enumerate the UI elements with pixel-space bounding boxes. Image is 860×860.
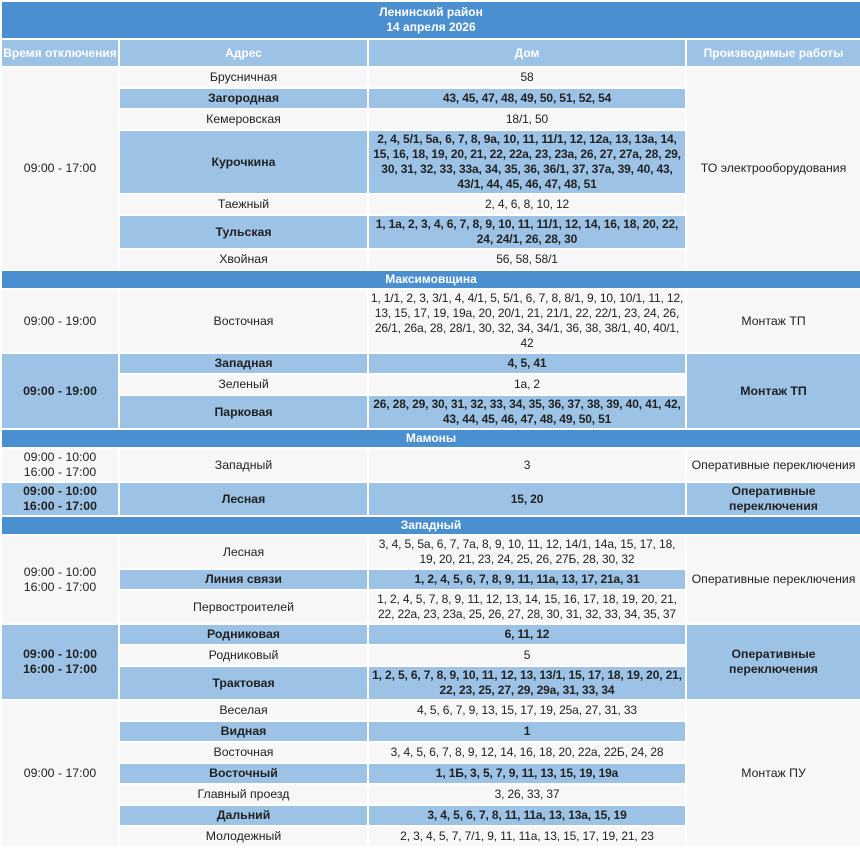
street-name: Видная [119, 721, 368, 742]
street-name: Загородная [119, 88, 368, 109]
time-range: 09:00 - 17:00 [23, 766, 97, 780]
time-range: 09:00 - 19:00 [23, 313, 97, 328]
section-row [1, 270, 860, 289]
time-range: 09:00 - 10:00 [23, 564, 97, 579]
outage-time [1, 448, 119, 482]
house-numbers: 1, 2, 4, 5, 7, 8, 9, 11, 12, 13, 14, 15, 16, 17, 18, 19, 20, 21, 22, 22а, 23, 23а, 25, 26, 27, 28, 30, 31, 32, 33, 34, 35, 37 [368, 590, 686, 624]
time-range: 09:00 - 10:00 [23, 484, 97, 498]
house-numbers: 3, 26, 33, 37 [368, 784, 686, 805]
table-row [1, 535, 860, 569]
street-name: Кемеровская [119, 109, 368, 130]
house-numbers: 1, 2, 5, 6, 7, 8, 9, 10, 11, 12, 13, 13/1, 15, 17, 18, 19, 20, 21, 22, 23, 25, 27, 29, 29а, 31, 33, 34 [368, 666, 686, 700]
outage-time [1, 535, 119, 624]
header-work: Производимые работы [686, 39, 860, 67]
table-row [1, 700, 860, 721]
table-row [1, 448, 860, 482]
time-range: 16:00 - 17:00 [23, 579, 97, 594]
house-numbers: 15, 20 [368, 482, 686, 516]
house-numbers: 2, 3, 4, 5, 7, 7/1, 9, 11, 11а, 13, 15, 17, 19, 21, 23 [368, 826, 686, 847]
outage-time [1, 482, 119, 516]
house-numbers: 26, 28, 29, 30, 31, 32, 33, 34, 35, 36, 37, 38, 39, 40, 41, 42, 43, 44, 45, 46, 47, 48, 49, 50, 51 [368, 395, 686, 429]
table-row [1, 482, 860, 516]
street-name: Линия связи [119, 569, 368, 590]
time-range: 16:00 - 17:00 [23, 499, 97, 513]
house-numbers: 3, 4, 5, 5а, 6, 7, 7а, 8, 9, 10, 11, 12, 14/1, 14а, 15, 17, 18, 19, 20, 21, 23, 24, 25, 26, 27Б, 28, 30, 32 [368, 535, 686, 569]
street-name: Таежный [119, 194, 368, 215]
date: 14 апреля 2026 [386, 20, 476, 34]
outage-time [1, 289, 119, 353]
time-range: 16:00 - 17:00 [23, 662, 97, 676]
street-name: Родниковая [119, 624, 368, 645]
house-numbers: 3 [368, 448, 686, 482]
street-name: Веселая [119, 700, 368, 721]
house-numbers: 1, 1а, 2, 3, 4, 6, 7, 8, 9, 10, 11, 11/1, 12, 14, 16, 18, 20, 22, 24, 24/1, 26, 28, 30 [368, 215, 686, 249]
street-name: Первостроителей [119, 590, 368, 624]
section-title: Максимовщина [1, 270, 860, 289]
street-name: Восточная [119, 742, 368, 763]
section-row [1, 429, 860, 448]
table-row [1, 624, 860, 645]
time-range: 09:00 - 19:00 [23, 383, 97, 398]
work-type: Оперативные переключения [686, 535, 860, 624]
house-numbers: 3, 4, 5, 6, 7, 8, 9, 12, 14, 16, 18, 20, 22а, 22Б, 24, 28 [368, 742, 686, 763]
street-name: Родниковый [119, 645, 368, 666]
house-numbers: 1, 1/1, 2, 3, 3/1, 4, 4/1, 5, 5/1, 6, 7, 8, 8/1, 9, 10, 10/1, 11, 12, 13, 15, 17, 19, 19а, 20, 20/1, 21, 21/1, 22, 22/1, 23, 24, 26, 26/1, 26а, 28, 28/1, 30, 32, 34, 34/1, 36, 38, 38/1, 40, 40/1, 42 [368, 289, 686, 353]
house-numbers: 3, 4, 5, 6, 7, 8, 11, 11а, 13, 13а, 15, 19 [368, 805, 686, 826]
street-name: Молодежный [119, 826, 368, 847]
house-numbers: 56, 58, 58/1 [368, 249, 686, 270]
street-name: Западный [119, 448, 368, 482]
table-row [1, 289, 860, 353]
section-title: Западный [1, 516, 860, 535]
house-numbers: 4, 5, 41 [368, 353, 686, 374]
work-type: Оперативные переключения [686, 624, 860, 700]
work-type: Монтаж ТП [686, 289, 860, 353]
section-title: Мамоны [1, 429, 860, 448]
time-range: 16:00 - 17:00 [23, 465, 97, 479]
header-time: Время отключения [1, 39, 119, 67]
street-name: Восточный [119, 763, 368, 784]
street-name: Курочкина [119, 130, 368, 194]
header-house: Дом [368, 39, 686, 67]
house-numbers: 2, 4, 5/1, 5а, 6, 7, 8, 9а, 10, 11, 11/1, 12, 12а, 13, 13а, 14, 15, 16, 18, 19, 20, 21, 22, 22а, 23, 23а, 26, 27, 27а, 28, 29, 30, 31, 32, 33, 33а, 34, 35, 36, 36/1, 37, 37а, 39, 40, 43, 43/1, 44, 45, 46, 47, 48, 51 [368, 130, 686, 194]
district-name: Ленинский район [379, 5, 483, 19]
street-name: Хвойная [119, 249, 368, 270]
house-numbers: 6, 11, 12 [368, 624, 686, 645]
street-name: Западная [119, 353, 368, 374]
house-numbers: 18/1, 50 [368, 109, 686, 130]
table-row [1, 67, 860, 88]
work-type: Монтаж ТП [686, 353, 860, 429]
house-numbers: 58 [368, 67, 686, 88]
work-type: Оперативные переключения [686, 448, 860, 482]
work-type: Оперативные переключения [686, 482, 860, 516]
house-numbers: 1а, 2 [368, 374, 686, 395]
outage-time [1, 700, 119, 847]
street-name: Главный проезд [119, 784, 368, 805]
house-numbers: 1, 2, 4, 5, 6, 7, 8, 9, 11, 11а, 13, 17, 21а, 31 [368, 569, 686, 590]
time-range: 09:00 - 10:00 [23, 450, 97, 464]
table-title [1, 1, 860, 39]
work-type: ТО электрооборудования [686, 67, 860, 270]
street-name: Восточная [119, 289, 368, 353]
street-name: Парковая [119, 395, 368, 429]
house-numbers: 4, 5, 6, 7, 9, 13, 15, 17, 19, 25а, 27, 31, 33 [368, 700, 686, 721]
house-numbers: 5 [368, 645, 686, 666]
header-address: Адрес [119, 39, 368, 67]
house-numbers: 1 [368, 721, 686, 742]
street-name: Дальний [119, 805, 368, 826]
house-numbers: 1, 1Б, 3, 5, 7, 9, 11, 13, 15, 19, 19а [368, 763, 686, 784]
house-numbers: 2, 4, 6, 8, 10, 12 [368, 194, 686, 215]
house-numbers: 43, 45, 47, 48, 49, 50, 51, 52, 54 [368, 88, 686, 109]
street-name: Лесная [119, 482, 368, 516]
section-row [1, 516, 860, 535]
table-row [1, 353, 860, 374]
time-range: 09:00 - 17:00 [23, 161, 97, 175]
street-name: Зеленый [119, 374, 368, 395]
outage-time [1, 353, 119, 429]
street-name: Трактовая [119, 666, 368, 700]
street-name: Тульская [119, 215, 368, 249]
time-range: 09:00 - 10:00 [23, 647, 97, 661]
street-name: Брусничная [119, 67, 368, 88]
work-type: Монтаж ПУ [686, 700, 860, 847]
street-name: Лесная [119, 535, 368, 569]
outage-time [1, 624, 119, 700]
outage-time [1, 67, 119, 270]
